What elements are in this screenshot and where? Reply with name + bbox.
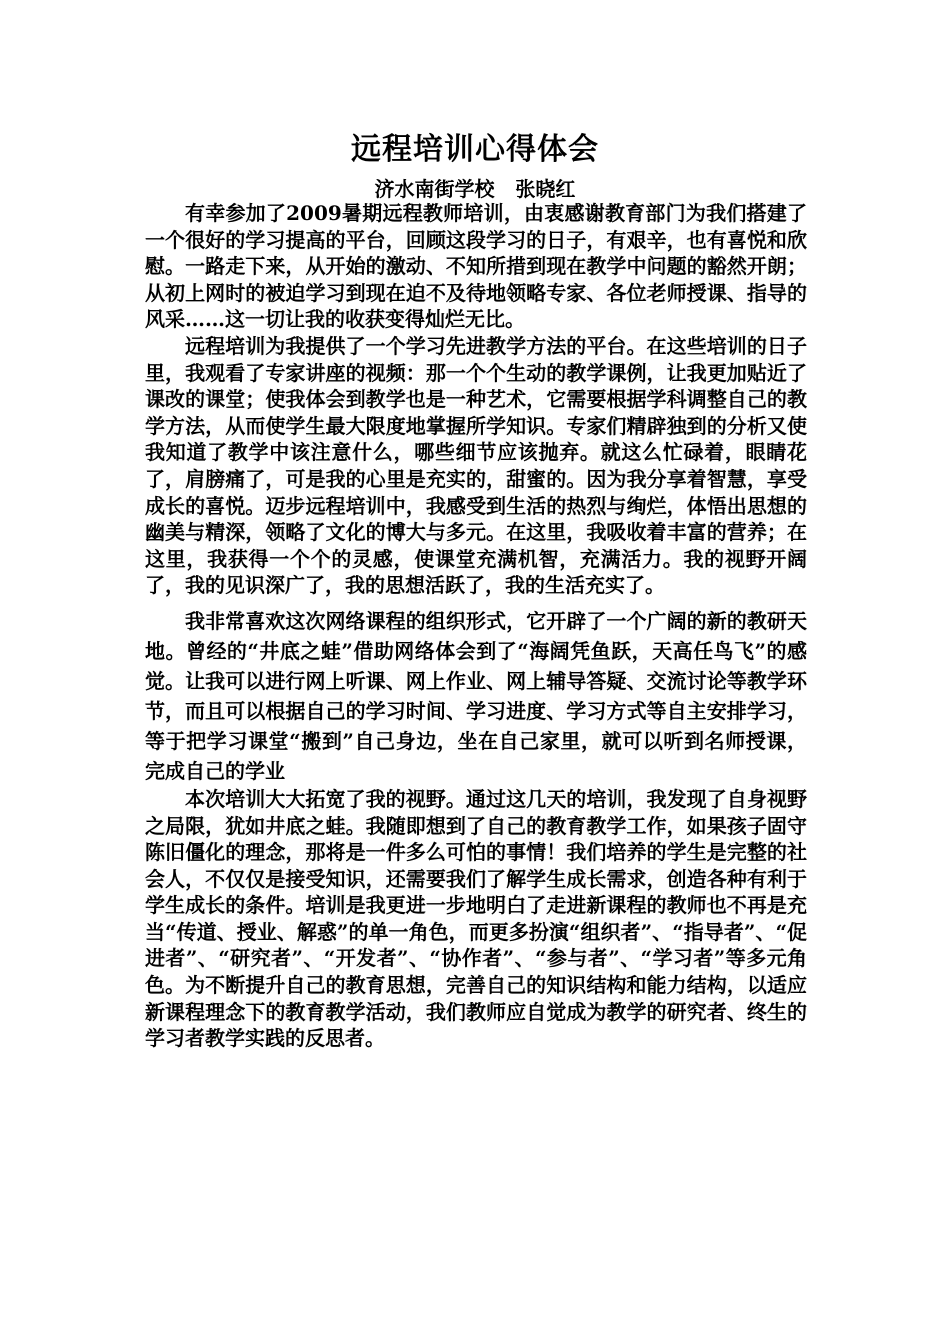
author-byline: 济水南街学校 张晓红 [374, 177, 576, 201]
document-title: 远程培训心得体会 [351, 132, 599, 167]
paragraph: 本次培训大大拓宽了我的视野。通过这几天的培训，我发现了自身视野之局限，犹如井底之蛙。我随即想到了自己的教育教学工作，如果孩子固守陈旧僵化的理念，那将是一件多么可怕的事情！我们培养的学生是完整的社会人，不仅仅是接受知识，还需要我们了解学生成长需求，创造各种有利于学生成长的条件。培训是我更进一步地明白了走进新课程的教师也不再是充当“传道、授业、解惑”的单一角色，而更多扮演“组织者”、“指导者”、“促进者”、“研究者”、“开发者”、“协作者”、“参与者”、“学习者”等多元角色。为不断提升自己的教育思想，完善自己的知识结构和能力结构，以适应新课程理念下的教育教学活动，我们教师应自觉成为教学的研究者、终生的学习者教学实践的反思者。 [145, 786, 807, 1051]
paragraph: 我非常喜欢这次网络课程的组织形式，它开辟了一个广阔的新的教研天地。曾经的“井底之蛙”借助网络体会到了“海阔凭鱼跃，天高任鸟飞”的感觉。让我可以进行网上听课、网上作业、网上辅导答疑、交流讨论等教学环节，而且可以根据自己的学习时间、学习进度、学习方式等自主安排学习，等于把学习课堂“搬到”自己身边，坐在自己家里，就可以听到名师授课，完成自己的学业 [145, 608, 807, 783]
paragraph: 远程培训为我提供了一个学习先进教学方法的平台。在这些培训的日子里，我观看了专家讲座的视频：那一个个生动的教学课例，让我更加贴近了课改的课堂；使我体会到教学也是一种艺术，它需要根据学科调整自己的教学方法，从而使学生最大限度地掌握所学知识。专家们精辟独到的分析又使我知道了教学中该注意什么，哪些细节应该抛弃。就这么忙碌着，眼睛花了，肩膀痛了，可是我的心里是充实的，甜蜜的。因为我分享着智慧，享受成长的喜悦。迈步远程培训中，我感受到生活的热烈与绚烂，体悟出思想的幽美与精深，领略了文化的博大与多元。在这里，我吸收着丰富的营养；在这里，我获得一个个的灵感，使课堂充满机智，充满活力。我的视野开阔了，我的见识深广了，我的思想活跃了，我的生活充实了。 [145, 333, 807, 598]
document-body [145, 200, 807, 1052]
paragraph: 有幸参加了2009暑期远程教师培训，由衷感谢教育部门为我们搭建了一个很好的学习提高的平台，回顾这段学习的日子，有艰辛，也有喜悦和欣慰。一路走下来，从开始的激动、不知所措到现在教学中问题的豁然开朗；从初上网时的被迫学习到现在迫不及待地领略专家、各位老师授课、指导的风采……这一切让我的收获变得灿烂无比。 [145, 201, 807, 332]
